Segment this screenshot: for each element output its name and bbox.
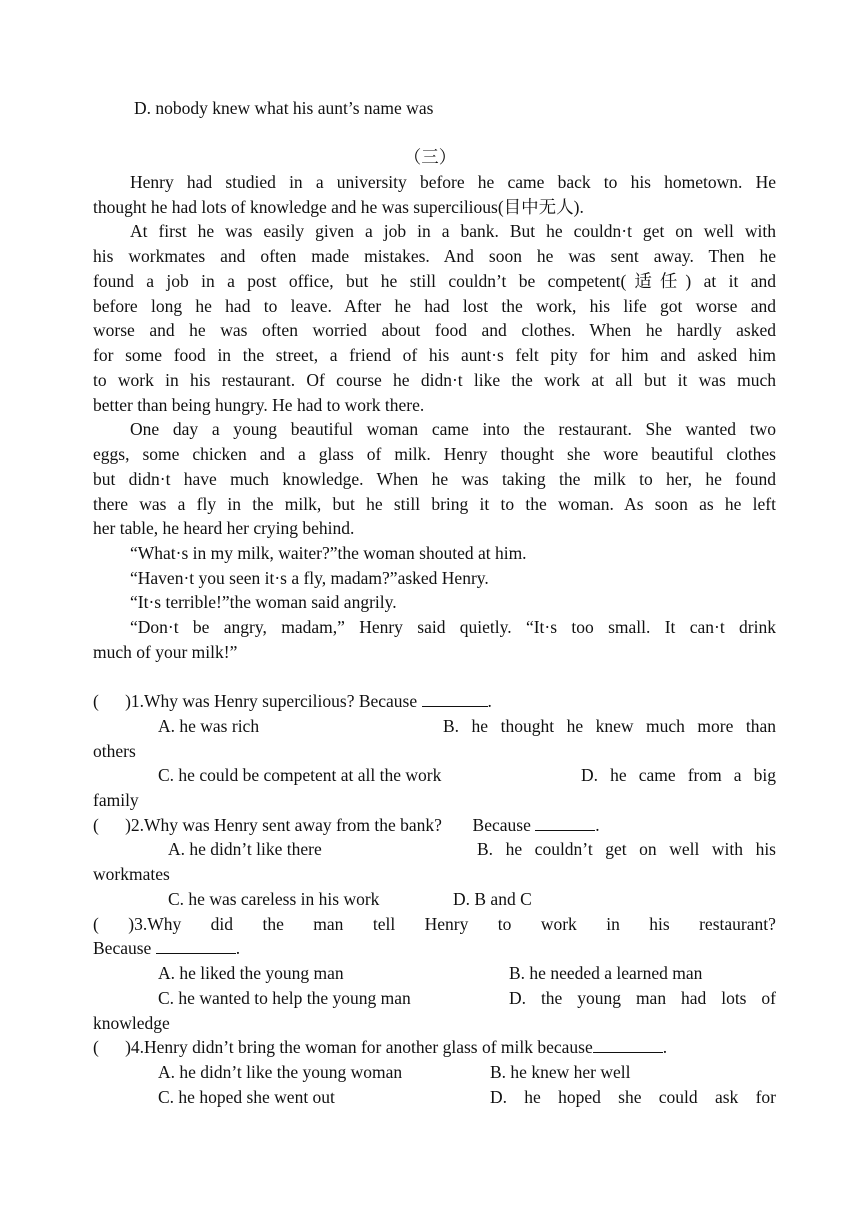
- answer-blank: [535, 814, 595, 831]
- option-d: D. he hoped she could ask for: [490, 1087, 776, 1107]
- passage-line: to work in his restaurant. Of course he didn·t like the work at all but it was much: [93, 370, 776, 390]
- passage-line: One day a young beautiful woman came into the restaurant. She wanted two: [130, 419, 776, 439]
- option-b-cont: workmates: [93, 864, 170, 884]
- option-b: B. he needed a learned man: [509, 963, 703, 983]
- stem-word: man: [313, 914, 344, 934]
- passage-line: eggs, some chicken and a glass of milk. Henry thought she wore beautiful clothes: [93, 444, 776, 464]
- passage-line: “What·s in my milk, waiter?”the woman shouted at him.: [130, 543, 527, 563]
- passage-line: “It·s terrible!”the woman said angrily.: [130, 592, 397, 612]
- answer-blank: [156, 937, 236, 954]
- stem-end: .: [595, 815, 600, 835]
- stem-word: (: [93, 914, 99, 934]
- passage-line: “Haven·t you seen it·s a fly, madam?”asked Henry.: [130, 568, 489, 588]
- passage-line: before long he had to leave. After he had lost the work, his life got worse and: [93, 296, 776, 316]
- passage-line: “Don·t be angry, madam,” Henry said quietly. “It·s too small. It can·t drink: [130, 617, 776, 637]
- passage-line: much of your milk!”: [93, 642, 238, 662]
- stem-end: .: [487, 691, 492, 711]
- passage-line: found a job in a post office, but he still couldn’t be competent(适任) at it and: [93, 271, 776, 291]
- stem-word: tell: [372, 914, 396, 934]
- section-title: （三）: [403, 147, 457, 167]
- option-c: C. he wanted to help the young man: [158, 988, 411, 1008]
- option-a: A. he was rich: [158, 716, 260, 736]
- answer-blank: [593, 1036, 663, 1053]
- answer-blank: [422, 690, 488, 707]
- passage-line: At first he was easily given a job in a bank. But he couldn·t get on well with: [130, 221, 776, 241]
- question-stem-cont: [93, 936, 240, 960]
- prev-option-d: D. nobody knew what his aunt’s name was: [134, 98, 434, 118]
- stem-text: ( )2.Why was Henry sent away from the bank? Because: [93, 815, 536, 835]
- stem-end: .: [235, 938, 241, 958]
- stem-word: Henry: [424, 914, 469, 934]
- passage-line: Henry had studied in a university before he came back to his hometown. He: [130, 172, 776, 192]
- option-c: C. he hoped she went out: [158, 1087, 335, 1107]
- stem-text: ( )1.Why was Henry supercilious? Because: [93, 691, 422, 711]
- passage-line: thought he had lots of knowledge and he was supercilious(目中无人).: [93, 197, 584, 217]
- option-b-cont: others: [93, 741, 136, 761]
- stem-word: did: [210, 914, 234, 934]
- stem-word: his: [649, 914, 670, 934]
- passage-line: but didn·t have much knowledge. When he was taking the milk to her, he found: [93, 469, 776, 489]
- option-d-cont: knowledge: [93, 1013, 170, 1033]
- question-stem: [93, 1035, 667, 1059]
- passage-line: worse and he was often worried about food and clothes. When he hardly asked: [93, 320, 776, 340]
- stem-word: the: [262, 914, 284, 934]
- option-d: D. he came from a big: [581, 765, 776, 785]
- stem-word: restaurant?: [699, 914, 776, 934]
- question-stem: [93, 813, 600, 837]
- passage-line: his workmates and often made mistakes. And soon he was sent away. Then he: [93, 246, 776, 266]
- stem-text: Because: [93, 938, 156, 958]
- passage-line: for some food in the street, a friend of his aunt·s felt pity for him and asked him: [93, 345, 776, 365]
- passage-line: her table, he heard her crying behind.: [93, 518, 355, 538]
- option-d: D. B and C: [453, 889, 532, 909]
- stem-word: to: [497, 914, 512, 934]
- option-b: B. he thought he knew much more than: [443, 716, 776, 736]
- stem-word: work: [540, 914, 577, 934]
- passage-line: there was a fly in the milk, but he still bring it to the woman. As soon as he left: [93, 494, 776, 514]
- option-a: A. he liked the young man: [158, 963, 344, 983]
- option-a: A. he didn’t like there: [168, 839, 322, 859]
- option-c: C. he could be competent at all the work: [158, 765, 442, 785]
- option-a: A. he didn’t like the young woman: [158, 1062, 403, 1082]
- stem-text: ( )4.Henry didn’t bring the woman for another glass of milk because: [93, 1037, 593, 1057]
- stem-end: .: [662, 1037, 668, 1057]
- passage-line: better than being hungry. He had to work there.: [93, 395, 425, 415]
- stem-word: in: [606, 914, 620, 934]
- option-c: C. he was careless in his work: [168, 889, 380, 909]
- question-stem: [93, 912, 776, 936]
- stem-word: )3.Why: [128, 914, 182, 934]
- question-stem: [93, 689, 492, 713]
- option-d: D. the young man had lots of: [509, 988, 776, 1008]
- option-d-cont: family: [93, 790, 139, 810]
- option-b: B. he couldn’t get on well with his: [477, 839, 776, 859]
- option-b: B. he knew her well: [490, 1062, 631, 1082]
